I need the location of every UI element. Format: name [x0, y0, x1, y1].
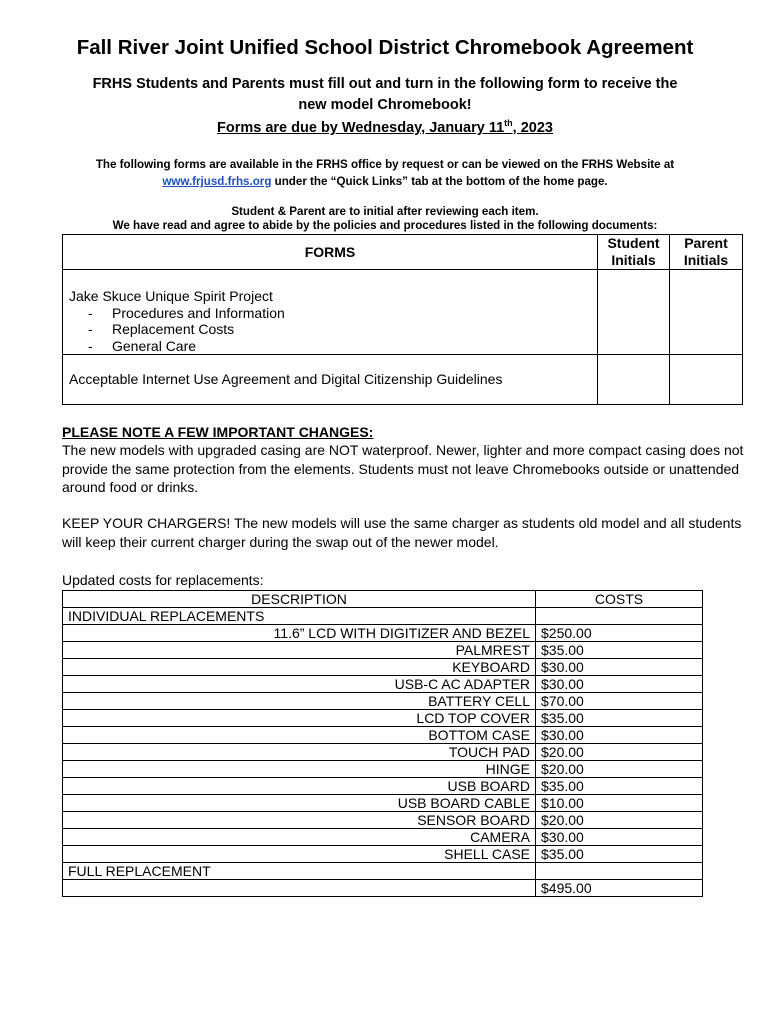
table-row	[63, 744, 703, 761]
costs-header: COSTS	[536, 591, 703, 608]
item-cost: $35.00	[536, 778, 703, 795]
item-cost: $30.00	[536, 676, 703, 693]
item-description: BATTERY CELL	[63, 693, 536, 710]
forms-header: FORMS	[63, 235, 598, 270]
item-description: HINGE	[63, 761, 536, 778]
item-description: SENSOR BOARD	[63, 812, 536, 829]
item-description: USB-C AC ADAPTER	[63, 676, 536, 693]
individual-replacements-label: INDIVIDUAL REPLACEMENTS	[63, 608, 536, 625]
full-replacement-row	[63, 863, 703, 880]
item-cost: $30.00	[536, 659, 703, 676]
changes-heading: PLEASE NOTE A FEW IMPORTANT CHANGES:	[62, 424, 374, 440]
student-initials-field-aup[interactable]	[598, 355, 670, 405]
table-row	[63, 812, 703, 829]
costs-header-row	[63, 591, 703, 608]
costs-table	[62, 590, 703, 897]
item-description: TOUCH PAD	[63, 744, 536, 761]
table-row	[63, 761, 703, 778]
table-row	[63, 642, 703, 659]
jake-skuce-title: Jake Skuce Unique Spirit Project	[69, 288, 273, 304]
item-cost: $35.00	[536, 846, 703, 863]
table-row	[63, 710, 703, 727]
website-link[interactable]: www.frjusd.frhs.org	[162, 175, 272, 188]
table-row	[63, 693, 703, 710]
subheading-line-2: new model Chromebook!	[298, 97, 472, 113]
parent-initials-field-jake[interactable]	[670, 270, 743, 355]
initial-instructions-1: Student & Parent are to initial after reviewing each item.	[231, 205, 539, 218]
forms-row-aup	[63, 355, 743, 405]
document-title: Fall River Joint Unified School District Chromebook Agreement	[76, 36, 694, 59]
item-description: PALMREST	[63, 642, 536, 659]
aup-cell: Acceptable Internet Use Agreement and Digital Citizenship Guidelines	[63, 355, 598, 405]
table-row	[63, 727, 703, 744]
item-description: 11.6” LCD WITH DIGITIZER AND BEZEL	[63, 625, 536, 642]
availability-line-2-rest: under the “Quick Links” tab at the bottom of the home page.	[271, 175, 608, 188]
item-description: CAMERA	[63, 829, 536, 846]
item-description: SHELL CASE	[63, 846, 536, 863]
forms-header-row	[63, 235, 743, 270]
item-description: USB BOARD CABLE	[63, 795, 536, 812]
item-cost: $250.00	[536, 625, 703, 642]
item-cost: $30.00	[536, 727, 703, 744]
due-date	[0, 118, 770, 136]
availability-line-1: The following forms are available in the FRHS office by request or can be viewed on the FRHS Website at	[95, 158, 675, 171]
table-row	[63, 846, 703, 863]
subheading-line-1: FRHS Students and Parents must fill out and turn in the following form to receive the	[92, 76, 678, 92]
full-replacement-cost: $495.00	[536, 880, 703, 897]
item-cost: $20.00	[536, 744, 703, 761]
item-description: USB BOARD	[63, 778, 536, 795]
item-description: LCD TOP COVER	[63, 710, 536, 727]
parent-initials-field-aup[interactable]	[670, 355, 743, 405]
jake-skuce-cell	[63, 270, 598, 355]
table-row	[63, 625, 703, 642]
parent-initials-header: Parent Initials	[670, 235, 743, 270]
table-row	[63, 795, 703, 812]
item-cost: $35.00	[536, 642, 703, 659]
forms-table	[62, 234, 743, 405]
student-initials-header: Student Initials	[598, 235, 670, 270]
item-description: KEYBOARD	[63, 659, 536, 676]
costs-intro: Updated costs for replacements:	[62, 572, 264, 588]
full-replacement-cost-row	[63, 880, 703, 897]
availability-line-2	[0, 175, 770, 188]
due-date-suffix: , 2023	[512, 119, 553, 136]
individual-replacements-row	[63, 608, 703, 625]
table-row	[63, 676, 703, 693]
item-cost: $20.00	[536, 761, 703, 778]
full-replacement-label: FULL REPLACEMENT	[63, 863, 536, 880]
initial-instructions-2: We have read and agree to abide by the policies and procedures listed in the following documents:	[112, 219, 658, 232]
list-item: - Replacement Costs	[88, 321, 235, 337]
forms-row-jake	[63, 270, 743, 355]
description-header: DESCRIPTION	[63, 591, 536, 608]
item-cost: $70.00	[536, 693, 703, 710]
table-row	[63, 829, 703, 846]
table-row	[63, 778, 703, 795]
item-cost: $35.00	[536, 710, 703, 727]
changes-paragraph-2: KEEP YOUR CHARGERS! The new models will use the same charger as students old model and all students will keep their current charger during the swap out of the newer model.	[62, 515, 742, 550]
student-initials-field-jake[interactable]	[598, 270, 670, 355]
item-cost: $10.00	[536, 795, 703, 812]
list-item: - Procedures and Information	[88, 304, 285, 321]
item-cost: $20.00	[536, 812, 703, 829]
item-cost: $30.00	[536, 829, 703, 846]
item-description: BOTTOM CASE	[63, 727, 536, 744]
list-item: - General Care	[88, 337, 197, 354]
changes-paragraph-1: The new models with upgraded casing are NOT waterproof. Newer, lighter and more compact casing does not provide the same protection from the elements. Students must not leave Chromebooks outside or unattended around food or drinks.	[62, 442, 744, 495]
table-row	[63, 659, 703, 676]
due-date-prefix: Forms are due by Wednesday, January 11	[217, 119, 505, 136]
due-date-sup: th	[504, 118, 513, 128]
